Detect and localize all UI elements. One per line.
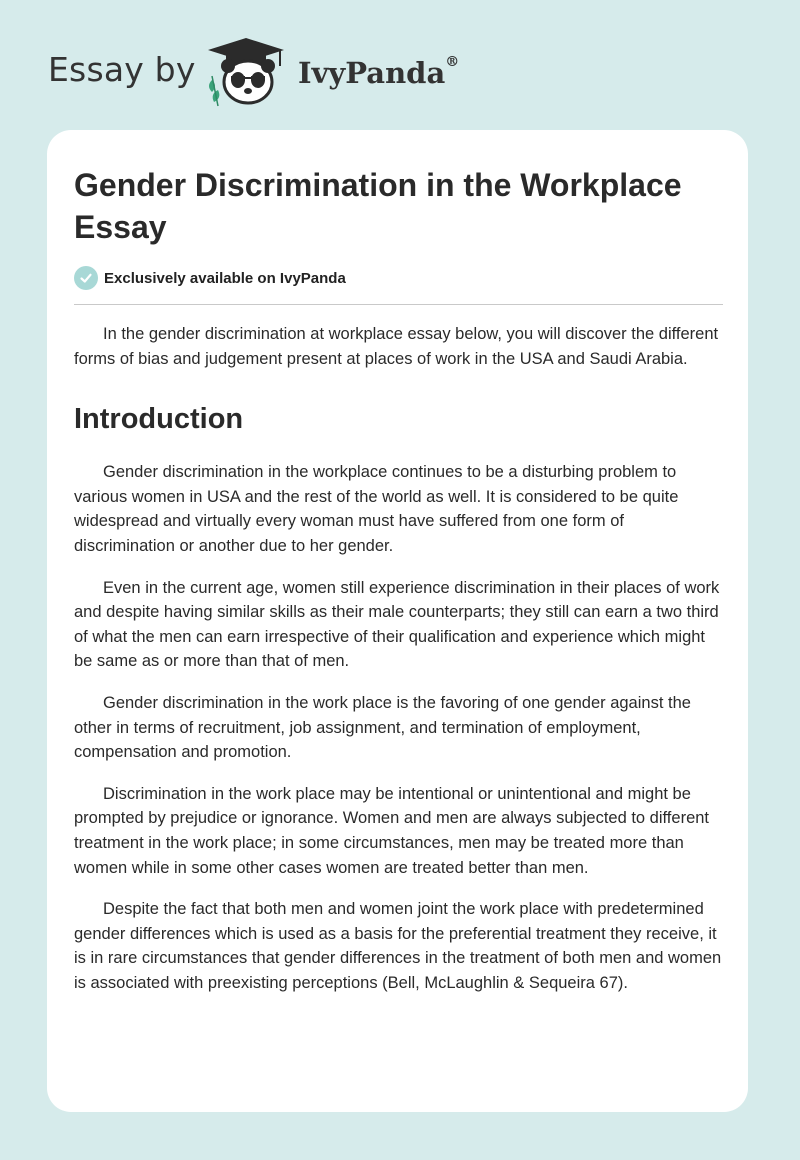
check-icon	[74, 266, 98, 290]
ivypanda-logo-icon[interactable]	[198, 36, 294, 108]
exclusive-label: Exclusively available on IvyPanda	[104, 269, 346, 287]
essay-card	[47, 130, 748, 1112]
body-paragraph: Discrimination in the work place may be intentional or unintentional and might be prompted by prejudice or ignorance. Women and men are always subjected to different treatment in the work place; in some circumstances, men may be treated more than women while in some other cases women are treated better than men.	[74, 784, 710, 877]
essay-content	[74, 164, 723, 995]
body-paragraph: Despite the fact that both men and women joint the work place with predetermined gender differences which is used as a basis for the preferential treatment they receive, it is in rare circumstances that gender differences in the treatment of both men and women is associated with preexisting perceptions (Bell, McLaughlin & Sequeira 67).	[74, 900, 722, 992]
site-header	[0, 0, 800, 130]
brand-name[interactable]	[298, 56, 459, 90]
section-heading: Introduction	[74, 403, 244, 436]
registered-mark: ®	[445, 54, 460, 70]
body-paragraph: Even in the current age, women still experience discrimination in their places of work and despite having similar skills as their male counterparts; they still can earn a two third of what the men can earn irrespective of their qualification and experience which might be same as or more than that of men.	[74, 578, 720, 671]
intro-paragraph: In the gender discrimination at workplace essay below, you will discover the different forms of bias and judgement present at places of work in the USA and Saudi Arabia.	[74, 325, 719, 368]
body-paragraph: Gender discrimination in the workplace continues to be a disturbing problem to various women in USA and the rest of the world as well. It is considered to be quite widespread and virtually every woman must have suffered from one form of discrimination or another due to her gender.	[74, 463, 679, 555]
page-title: Gender Discrimination in the Workplace Essay	[74, 167, 682, 245]
divider	[74, 304, 723, 305]
brand-text: IvyPanda	[298, 56, 446, 90]
essay-by-label: Essay by	[48, 50, 196, 89]
body-paragraph: Gender discrimination in the work place is the favoring of one gender against the other in terms of recruitment, job assignment, and termination of employment, compensation and promotion.	[74, 693, 691, 762]
exclusive-badge	[74, 266, 723, 290]
